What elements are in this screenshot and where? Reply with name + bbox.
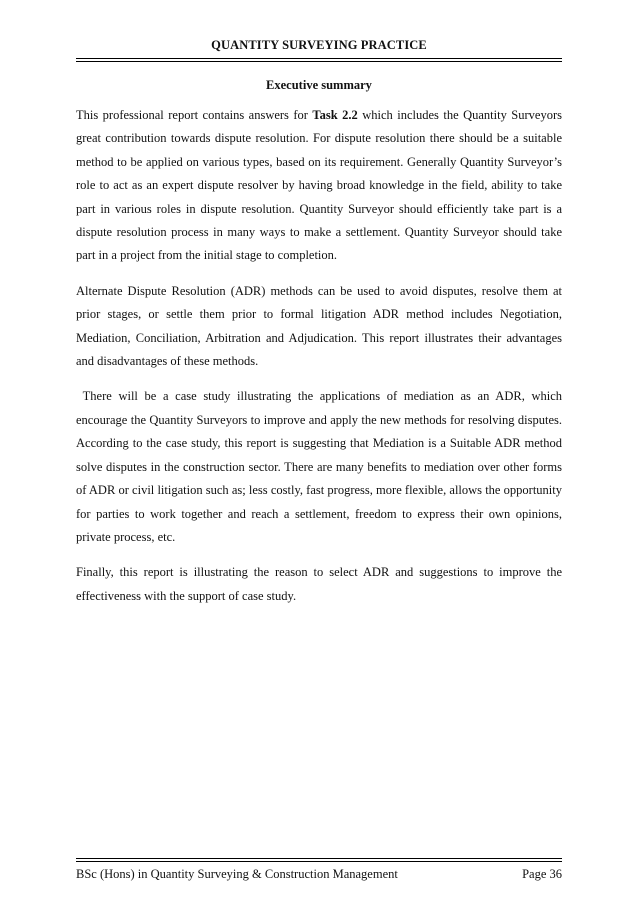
paragraph-3: There will be a case study illustrating the applications of mediation as an ADR, which encourage the Quantity Surveyors to improve and apply the new methods for resolving disputes. According to the case study, this report is suggesting that Mediation is a Suitable ADR method solve disputes in the construction sector. There are many benefits to mediation over other forms of ADR or civil litigation such as; less costly, fast progress, more flexible, allows the opportunity for parties to work together and reach a settlement, freedom to express their own opinions, private process, etc. bbox=[76, 389, 566, 544]
paragraph-1-rest: which includes the Quantity Surveyors great contribution towards dispute resolution. For dispute resolution there should be a suitable method to be applied on various types, based on its requirement. Generally Quantity Surveyor’s role to act as an expert dispute resolver by having broad knowledge in the field, ability to take part in various roles in dispute resolution. Quantity Surveyor should efficiently take part is a dispute resolution process in many ways to make a settlement. Quantity Surveyor should take part in a project from the initial stage to completion. bbox=[76, 108, 562, 263]
footer-course-title: BSc (Hons) in Quantity Surveying & Construction Management bbox=[76, 867, 398, 881]
paragraph-2: Alternate Dispute Resolution (ADR) methods can be used to avoid disputes, resolve them at prior stages, or settle them prior to formal litigation ADR method includes Negotiation, Mediation, Conciliation, Arbitration and Adjudication. This report illustrates their advantages and disadvantages of these methods. bbox=[76, 283, 562, 369]
task-reference: Task 2.2 bbox=[312, 108, 358, 122]
paragraph-4: Finally, this report is illustrating the reason to select ADR and suggestions to improve the effectiveness with the support of case study. bbox=[76, 565, 562, 603]
page-number: Page 36 bbox=[522, 867, 562, 881]
header-rule bbox=[76, 58, 562, 62]
paragraph-1-lead: This professional report contains answers for bbox=[76, 108, 313, 122]
body-text bbox=[76, 104, 566, 620]
section-heading: Executive summary bbox=[266, 78, 372, 92]
running-header-title: QUANTITY SURVEYING PRACTICE bbox=[211, 38, 427, 52]
paragraph-1 bbox=[76, 104, 562, 268]
footer-rule bbox=[76, 858, 562, 862]
